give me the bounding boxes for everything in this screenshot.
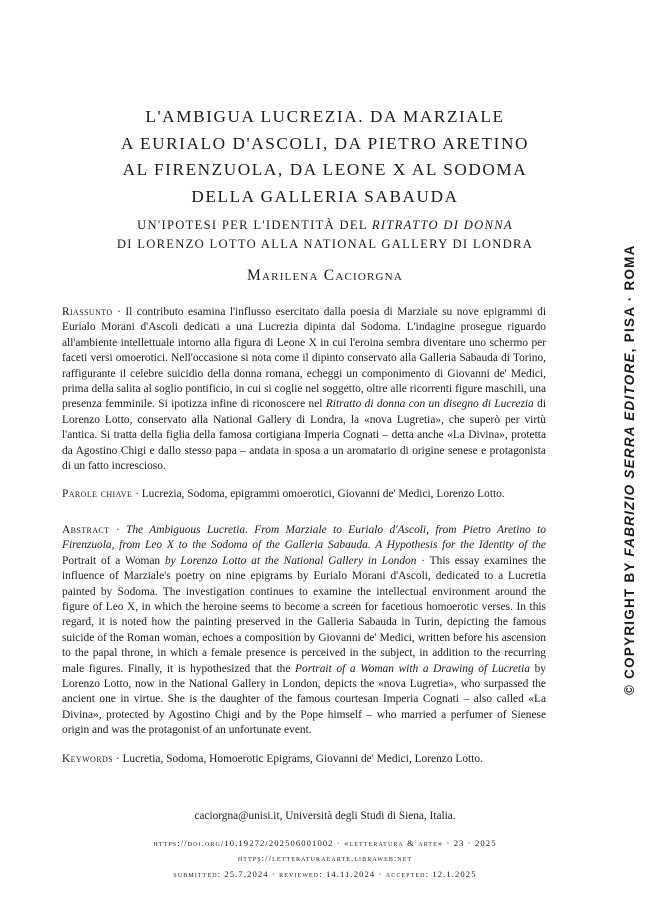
keywords-label: Keywords [62, 753, 113, 765]
abstract-separator: · [109, 524, 126, 536]
article-subtitle-line-1 [60, 216, 590, 235]
abstract-italic-3: Portrait of a Woman with a Drawing of Lucretia [295, 662, 530, 675]
riassunto-text-2: di Lorenzo Lotto, conservato alla National Gallery di Londra, la «nova Lugretia», che superò per virtù l'antica. Si tratta della figlia della famosa cortigiana Imperia Cognati – detta anche «La Divina», protetta da Agostino Chigi e dallo stesso papa – andata in sposa a un aromatario di origine senese e protagonista di un fatto increscioso. [62, 398, 546, 473]
author-first-initial: M [247, 267, 263, 284]
author-last-initial: C [323, 267, 336, 284]
abstract-label: Abstract [62, 524, 110, 536]
article-title-line-2: A EURIALO D'ASCOLI, DA PIETRO ARETINO [121, 133, 529, 153]
keywords-paragraph [62, 752, 546, 767]
abstract-italic-2: by Lorenzo Lotto at the National Gallery in London [164, 554, 417, 567]
riassunto-italic-1: Ritratto di donna con un disegno di Lucrezia [325, 398, 534, 411]
article-title-line-1: L'AMBIGUA LUCREZIA. DA MARZIALE [145, 107, 505, 126]
copyright-pre: © COPYRIGHT BY [622, 556, 637, 695]
abstract-paragraph [62, 523, 546, 739]
abstract-text-2: · This essay examines the influence of Marziale's poetry on nine epigrams by Eurialo Morani d'Ascoli, dedicated to a Lucretia painted by Sodoma. The investigation continues to examine the intellectual environment around the figure of Leo X, in which the heroine seems to become a screen for facetious homoerotic verses. In this regard, it is noted how the painting preserved in the Galleria Sabauda in Turin, depicting the famous suicide of the Roman woman, echoes a composition by Giovanni de' Medici, written before his ascension to the papal throne, in which a female presence is perceived in the subject, in addition to the recurring male figures. Finally, it is hypothesized that the [62, 554, 546, 675]
riassunto-text-1: · Il contributo esamina l'influsso esercitato dalla poesia di Marziale su nove epigrammi di Eurialo Morani d'Ascoli dedicati a una Lucrezia dipinta dal Sodoma. L'indagine prosegue riguardo all'ambiente intellettuale intorno alla figura di Leone X in cui l'eroina sembra diventare uno schermo per faceti versi omoerotici. Nell'occasione si nota come il dipinto conservato alla Galleria Sabauda di Torino, raffigurante il celebre suicidio della donna romana, echeggi un componimento di Giovanni de' Medici, prima della salita al soglio pontificio, in cui si coglie nel soggetto, oltre alle ricorrenti figure maschili, una presenza femminile. Si ipotizza infine di riconoscere nel [62, 306, 546, 411]
copyright-notice [622, 244, 637, 695]
doi-line[interactable]: https://doi.org/10.19272/202506001002 · «letteratura & arte» · 23 · 2025 [153, 838, 497, 848]
parole-chiave-label: Parole chiave [62, 488, 133, 500]
abstract-text-3: by Lorenzo Lotto, now in the National Gallery in London, depicts the «nova Lugretia», who surpassed the ancient one in virtue. She is the daughter of the famous courtesan Imperia Cognati – also called «La Divina», protected by Agostino Chigi and by the Pope himself – who married a perfumer of Sienese origin and was the protagonist of an unfortunate event. [62, 662, 546, 737]
abstract-italic-1: The Ambiguous Lucretia. From Marziale to Eurialo d'Ascoli, from Pietro Aretino to Firenzuola, from Leo X to the Sodoma of the Galleria Sabauda. A Hypothesis for the Identity of the [62, 524, 546, 552]
author-first-rest: arilena [262, 267, 319, 284]
parole-chiave-paragraph [62, 487, 546, 502]
author-last-rest: aciorgna [335, 267, 403, 284]
abstract-text-1: Portrait of a Woman [62, 554, 165, 567]
article-title-line-3: AL FIRENZUOLA, DA LEONE X AL SODOMA [122, 160, 528, 179]
subtitle-text: UN'IPOTESI PER L'IDENTITÀ DEL [137, 218, 372, 232]
author-email-affiliation: caciorgna@unisi.it, Università degli Studi di Siena, Italia. [194, 810, 456, 822]
riassunto-label: Riassunto [62, 306, 113, 318]
parole-chiave-text: · Lucrezia, Sodoma, epigrammi omoerotici, Giovanni de' Medici, Lorenzo Lotto. [132, 488, 505, 500]
article-title-line-4: DELLA GALLERIA SABAUDA [191, 186, 459, 206]
article-header [60, 104, 590, 285]
keywords-text: · Lucretia, Sodoma, Homoerotic Epigrams, Giovanni de' Medici, Lorenzo Lotto. [112, 753, 483, 765]
journal-url[interactable]: https://letteraturaearte.libraweb.net [237, 853, 413, 863]
copyright-publisher: FABRIZIO SERRA EDITORE [622, 352, 637, 557]
author-name [60, 267, 590, 285]
riassunto-paragraph [62, 305, 546, 474]
article-subtitle-line-2: DI LORENZO LOTTO ALLA NATIONAL GALLERY DI LONDRA [116, 237, 534, 251]
submission-dates: submitted: 25.7.2024 · reviewed: 14.11.2024 · accepted: 12.1.2025 [173, 869, 477, 879]
subtitle-italic-title: RITRATTO DI DONNA [371, 218, 513, 232]
copyright-post: , PISA · ROMA [622, 244, 637, 353]
